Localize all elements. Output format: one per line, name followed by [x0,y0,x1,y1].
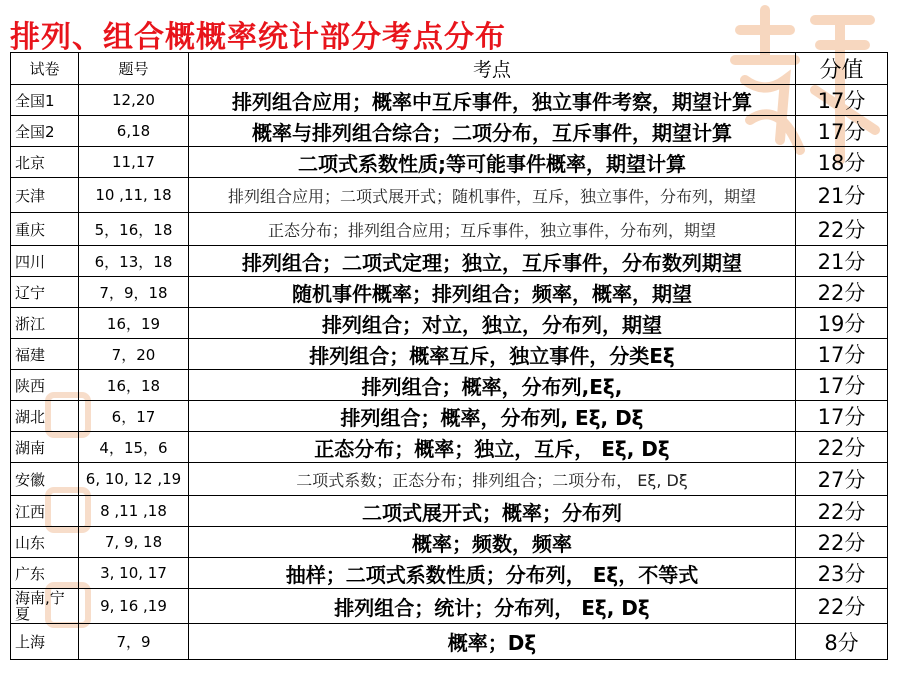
question-cell: 7, 9, 18 [79,527,189,558]
score-cell: 22分 [796,496,888,527]
paper-cell: 北京 [11,147,79,178]
paper-cell: 山东 [11,527,79,558]
table-row [11,246,888,277]
table-row [11,370,888,401]
score-cell: 22分 [796,213,888,246]
score-cell: 23分 [796,558,888,589]
point-cell: 排列组合；概率，分布列,Eξ, [189,370,796,401]
question-cell: 16，18 [79,370,189,401]
paper-cell: 全国2 [11,116,79,147]
paper-cell: 重庆 [11,213,79,246]
header-paper: 试卷 [11,53,79,85]
score-cell: 19分 [796,308,888,339]
point-cell: 抽样；二项式系数性质；分布列， Eξ，不等式 [189,558,796,589]
table-row [11,213,888,246]
table-row [11,277,888,308]
table-row [11,85,888,116]
question-cell: 7，20 [79,339,189,370]
paper-cell: 湖北 [11,401,79,432]
score-cell: 18分 [796,147,888,178]
question-cell: 6，13，18 [79,246,189,277]
table-row [11,589,888,624]
point-cell: 排列组合；概率互斥，独立事件，分类Eξ [189,339,796,370]
score-cell: 17分 [796,85,888,116]
point-cell: 正态分布；概率；独立，互斥， Eξ, Dξ [189,432,796,463]
question-cell: 10 ,11, 18 [79,178,189,213]
table-header-row [11,53,888,85]
table-row [11,624,888,660]
score-cell: 8分 [796,624,888,660]
paper-cell: 安徽 [11,463,79,496]
question-cell: 7，9 [79,624,189,660]
point-cell: 二项式展开式；概率；分布列 [189,496,796,527]
point-cell: 概率；频数，频率 [189,527,796,558]
point-cell: 排列组合；二项式定理；独立，互斥事件，分布数列期望 [189,246,796,277]
point-cell: 随机事件概率；排列组合；频率，概率，期望 [189,277,796,308]
point-cell: 排列组合；概率，分布列, Eξ, Dξ [189,401,796,432]
paper-cell: 全国1 [11,85,79,116]
point-cell: 排列组合；统计；分布列， Eξ, Dξ [189,589,796,624]
paper-cell: 陕西 [11,370,79,401]
score-cell: 22分 [796,527,888,558]
question-cell: 6, 10, 12 ,19 [79,463,189,496]
score-cell: 22分 [796,432,888,463]
paper-cell: 广东 [11,558,79,589]
question-cell: 12,20 [79,85,189,116]
question-cell: 6，17 [79,401,189,432]
point-cell: 二项式系数性质;等可能事件概率，期望计算 [189,147,796,178]
score-cell: 17分 [796,116,888,147]
question-cell: 16，19 [79,308,189,339]
point-cell: 排列组合应用；概率中互斥事件，独立事件考察，期望计算 [189,85,796,116]
table-row [11,558,888,589]
header-point: 考点 [189,53,796,85]
table-row [11,308,888,339]
table-row [11,527,888,558]
question-cell: 8 ,11 ,18 [79,496,189,527]
point-cell: 概率与排列组合综合；二项分布，互斥事件，期望计算 [189,116,796,147]
point-cell: 概率；Dξ [189,624,796,660]
page-title: 排列、组合概概率统计部分考点分布 [10,20,506,55]
paper-cell: 海南,宁夏 [11,589,79,624]
question-cell: 9, 16 ,19 [79,589,189,624]
question-cell: 3, 10, 17 [79,558,189,589]
table-row [11,432,888,463]
score-cell: 21分 [796,246,888,277]
score-cell: 22分 [796,277,888,308]
score-cell: 27分 [796,463,888,496]
paper-cell: 四川 [11,246,79,277]
header-score: 分值 [796,53,888,85]
score-cell: 17分 [796,401,888,432]
paper-cell: 湖南 [11,432,79,463]
table-row [11,463,888,496]
paper-cell: 天津 [11,178,79,213]
paper-cell: 浙江 [11,308,79,339]
table-row [11,496,888,527]
score-cell: 21分 [796,178,888,213]
table-row [11,178,888,213]
table-row [11,116,888,147]
point-cell: 二项式系数；正态分布；排列组合；二项分布， Eξ, Dξ [189,463,796,496]
point-cell: 排列组合应用；二项式展开式；随机事件，互斥，独立事件，分布列，期望 [189,178,796,213]
table-row [11,339,888,370]
paper-cell: 辽宁 [11,277,79,308]
question-cell: 11,17 [79,147,189,178]
question-cell: 4，15，6 [79,432,189,463]
table-row [11,147,888,178]
header-question: 题号 [79,53,189,85]
question-cell: 7，9，18 [79,277,189,308]
paper-cell: 福建 [11,339,79,370]
paper-cell: 上海 [11,624,79,660]
table-row [11,401,888,432]
score-cell: 17分 [796,370,888,401]
score-cell: 22分 [796,589,888,624]
point-cell: 排列组合；对立，独立，分布列，期望 [189,308,796,339]
question-cell: 5，16，18 [79,213,189,246]
paper-cell: 江西 [11,496,79,527]
question-cell: 6,18 [79,116,189,147]
exam-points-table [10,52,888,660]
score-cell: 17分 [796,339,888,370]
point-cell: 正态分布；排列组合应用；互斥事件，独立事件，分布列，期望 [189,213,796,246]
